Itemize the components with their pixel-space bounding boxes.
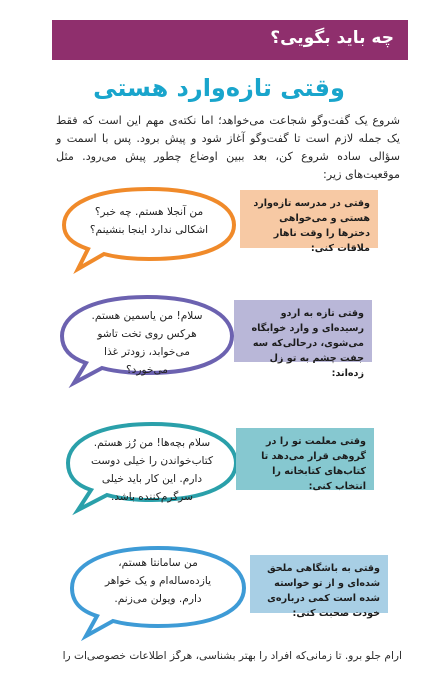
speech-text: سلام بچه‌ها! من رُز هستم. کتاب‌خواندن را خیلی دوست دارم. این کار باید خیلی سرگرم‌کننده باشد. — [90, 437, 214, 503]
speech-bubble-1 — [60, 185, 238, 271]
footer-text: آرام جلو برو. تا زمانی‌که افراد را بهتر بشناسی، هرگز اطلاعات خصوصی‌ات را — [62, 650, 402, 662]
main-title: وقتی تازه‌وارد هستی — [93, 74, 345, 102]
situation-box-3: وقتی معلمت تو را در گروهی قرار می‌دهد تا کتاب‌های کتابخانه را انتخاب کنی: — [236, 428, 374, 490]
speech-bubble-4 — [68, 544, 248, 638]
speech-text: من آنجلا هستم. چه خبر؟ اشکالی ندارد اینجا بنشینم؟ — [89, 206, 209, 236]
speech-text: من سامانتا هستم، یازده‌ساله‌ام و یک خواهر دارم. ویولن می‌زنم. — [104, 557, 212, 605]
situation-box-2: وقتی تازه به اردو رسیده‌ای و وارد خوابگاه می‌شوی، درحالی‌که سه جفت چشم به تو زل زده‌اند: — [234, 300, 372, 362]
intro-paragraph: شروع یک گفت‌وگو شجاعت می‌خواهد؛ اما نکته‌ی مهم این است که فقط یک جمله لازم است تا گفت‌وگو آغاز شود و پیش برود. پس با اسمت و سؤالی ساده شروع کن، بعد ببین اوضاع چطور پیش می‌رود. مثل موقعیت‌های زیر: — [56, 114, 400, 181]
speech-bubble-3 — [64, 420, 240, 512]
header-band — [52, 20, 408, 60]
situation-box-1: وقتی در مدرسه تازه‌وارد هستی و می‌خواهی دخترها را وقت ناهار ملاقات کنی: — [240, 190, 378, 248]
speech-text: سلام! من یاسمین هستم. هرکس روی تخت تاشو می‌خوابد، زودتر غذا می‌خورد؟ — [91, 310, 203, 376]
header-title: چه باید بگویی؟ — [270, 28, 394, 48]
speech-bubble-2 — [58, 293, 236, 385]
situation-box-4: وقتی به باشگاهی ملحق شده‌ای و از تو خواسته شده است کمی درباره‌ی خودت صحبت کنی: — [250, 555, 388, 613]
